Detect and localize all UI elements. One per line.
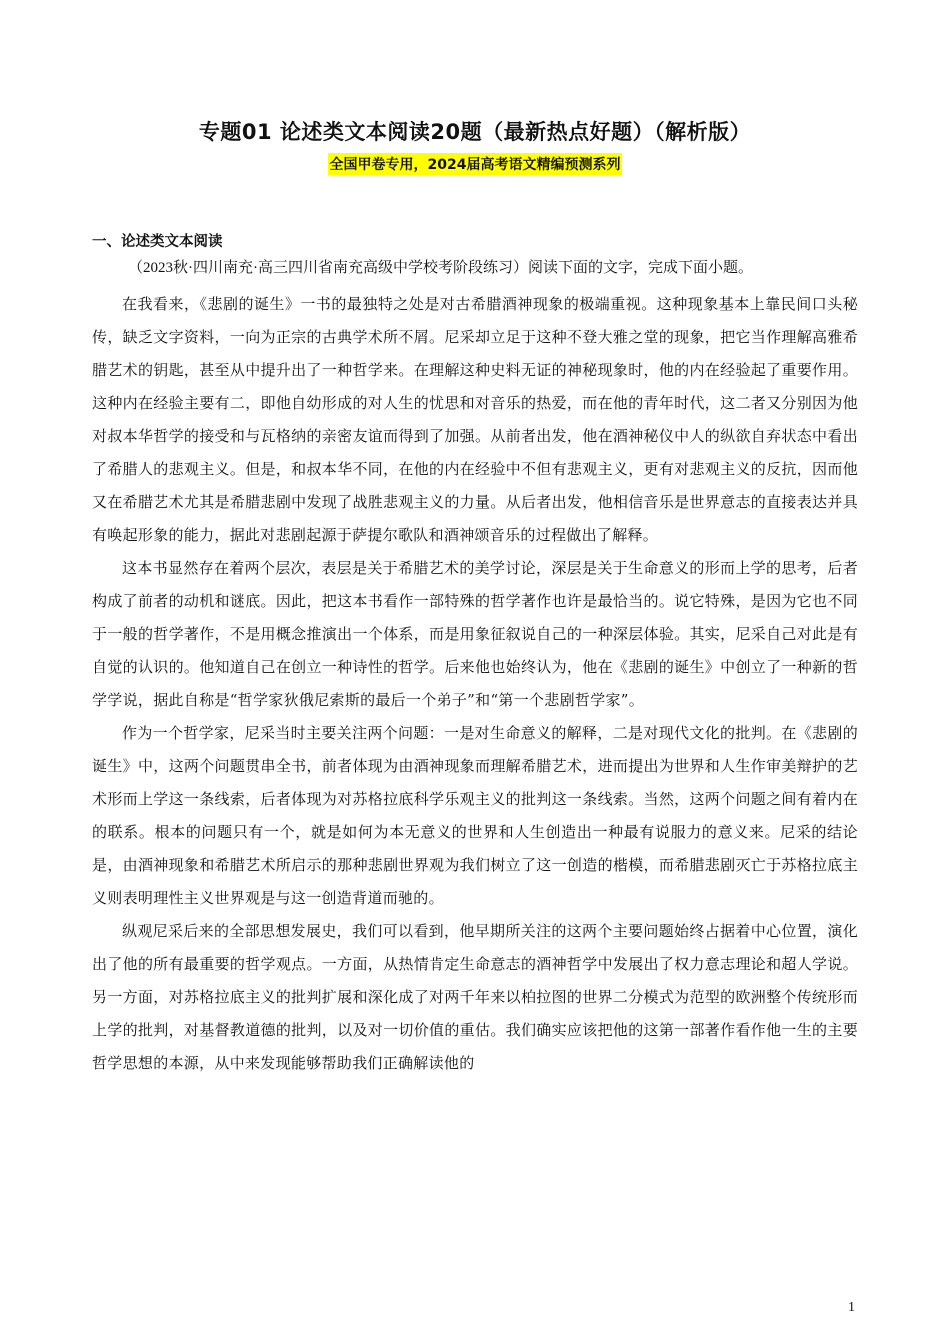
document-subtitle-highlighted: 全国甲卷专用，2024届高考语文精编预测系列 — [328, 153, 623, 175]
subtitle-container — [0, 153, 950, 175]
paragraph-4: 纵观尼采后来的全部思想发展史，我们可以看到，他早期所关注的这两个主要问题始终占据着中心位置，演化出了他的所有最重要的哲学观点。一方面，从热情肯定生命意志的酒神哲学中发展出了权力意志理论和超人学说。另一方面，对苏格拉底主义的批判扩展和深化成了对两千年来以柏拉图的世界二分模式为范型的欧洲整个传统形而上学的批判，对基督教道德的批判，以及对一切价值的重估。我们确实应该把他的这第一部著作看作他一生的主要哲学思想的本源，从中来发现能够帮助我们正确解读他的 — [92, 922, 858, 1072]
paragraph-1: 在我看来，《悲剧的诞生》一书的最独特之处是对古希腊酒神现象的极端重视。这种现象基本上靠民间口头秘传，缺乏文字资料，一向为正宗的古典学术所不屑。尼采却立足于这种不登大雅之堂的现象，把它当作理解高雅希腊艺术的钥匙，甚至从中提升出了一种哲学来。在理解这种史料无证的神秘现象时，他的内在经验起了重要作用。这种内在经验主要有二，即他自幼形成的对人生的忧思和对音乐的热爱，而在他的青年时代，这二者又分别因为他对叔本华哲学的接受和与瓦格纳的亲密友谊而得到了加强。从前者出发，他在酒神秘仪中人的纵欲自弃状态中看出了希腊人的悲观主义。但是，和叔本华不同，在他的内在经验中不但有悲观主义，更有对悲观主义的反抗，因而他又在希腊艺术尤其是希腊悲剧中发现了战胜悲观主义的力量。从后者出发，他相信音乐是世界意志的直接表达并具有唤起形象的能力，据此对悲剧起源于萨提尔歌队和酒神颂音乐的过程做出了解释。 — [92, 295, 858, 544]
paragraph-3: 作为一个哲学家，尼采当时主要关注两个问题：一是对生命意义的解释，二是对现代文化的批判。在《悲剧的诞生》中，这两个问题贯串全书，前者体现为由酒神现象而理解希腊艺术，进而提出为世界和人生作审美辩护的艺术形而上学这一条线索，后者体现为对苏格拉底科学乐观主义的批判这一条线索。当然，这两个问题之间有着内在的联系。根本的问题只有一个，就是如何为本无意义的世界和人生创造出一种最有说服力的意义来。尼采的结论是，由酒神现象和希腊艺术所启示的那种悲剧世界观为我们树立了这一创造的楷模，而希腊悲剧灭亡于苏格拉底主义则表明理性主义世界观是与这一创造背道而驰的。 — [92, 724, 858, 907]
article-body — [92, 288, 858, 1080]
page-number: 1 — [848, 1300, 855, 1315]
section-heading: 一、论述类文本阅读 — [92, 234, 223, 250]
document-title: 专题01 论述类文本阅读20题（最新热点好题）（解析版） — [198, 120, 752, 144]
source-note: （2023秋·四川南充·高三四川省南充高级中学校考阶段练习）阅读下面的文字，完成下面小题。 — [128, 260, 753, 276]
paragraph-2: 这本书显然存在着两个层次，表层是关于希腊艺术的美学讨论，深层是关于生命意义的形而上学的思考，后者构成了前者的动机和谜底。因此，把这本书看作一部特殊的哲学著作也许是最恰当的。说它特殊，是因为它也不同于一般的哲学著作，不是用概念推演出一个体系，而是用象征叙说自己的一种深层体验。其实，尼采自己对此是有自觉的认识的。他知道自己在创立一种诗性的哲学。后来他也始终认为，他在《悲剧的诞生》中创立了一种新的哲学学说，据此自称是“哲学家狄俄尼索斯的最后一个弟子”和“第一个悲剧哲学家”。 — [92, 559, 858, 709]
